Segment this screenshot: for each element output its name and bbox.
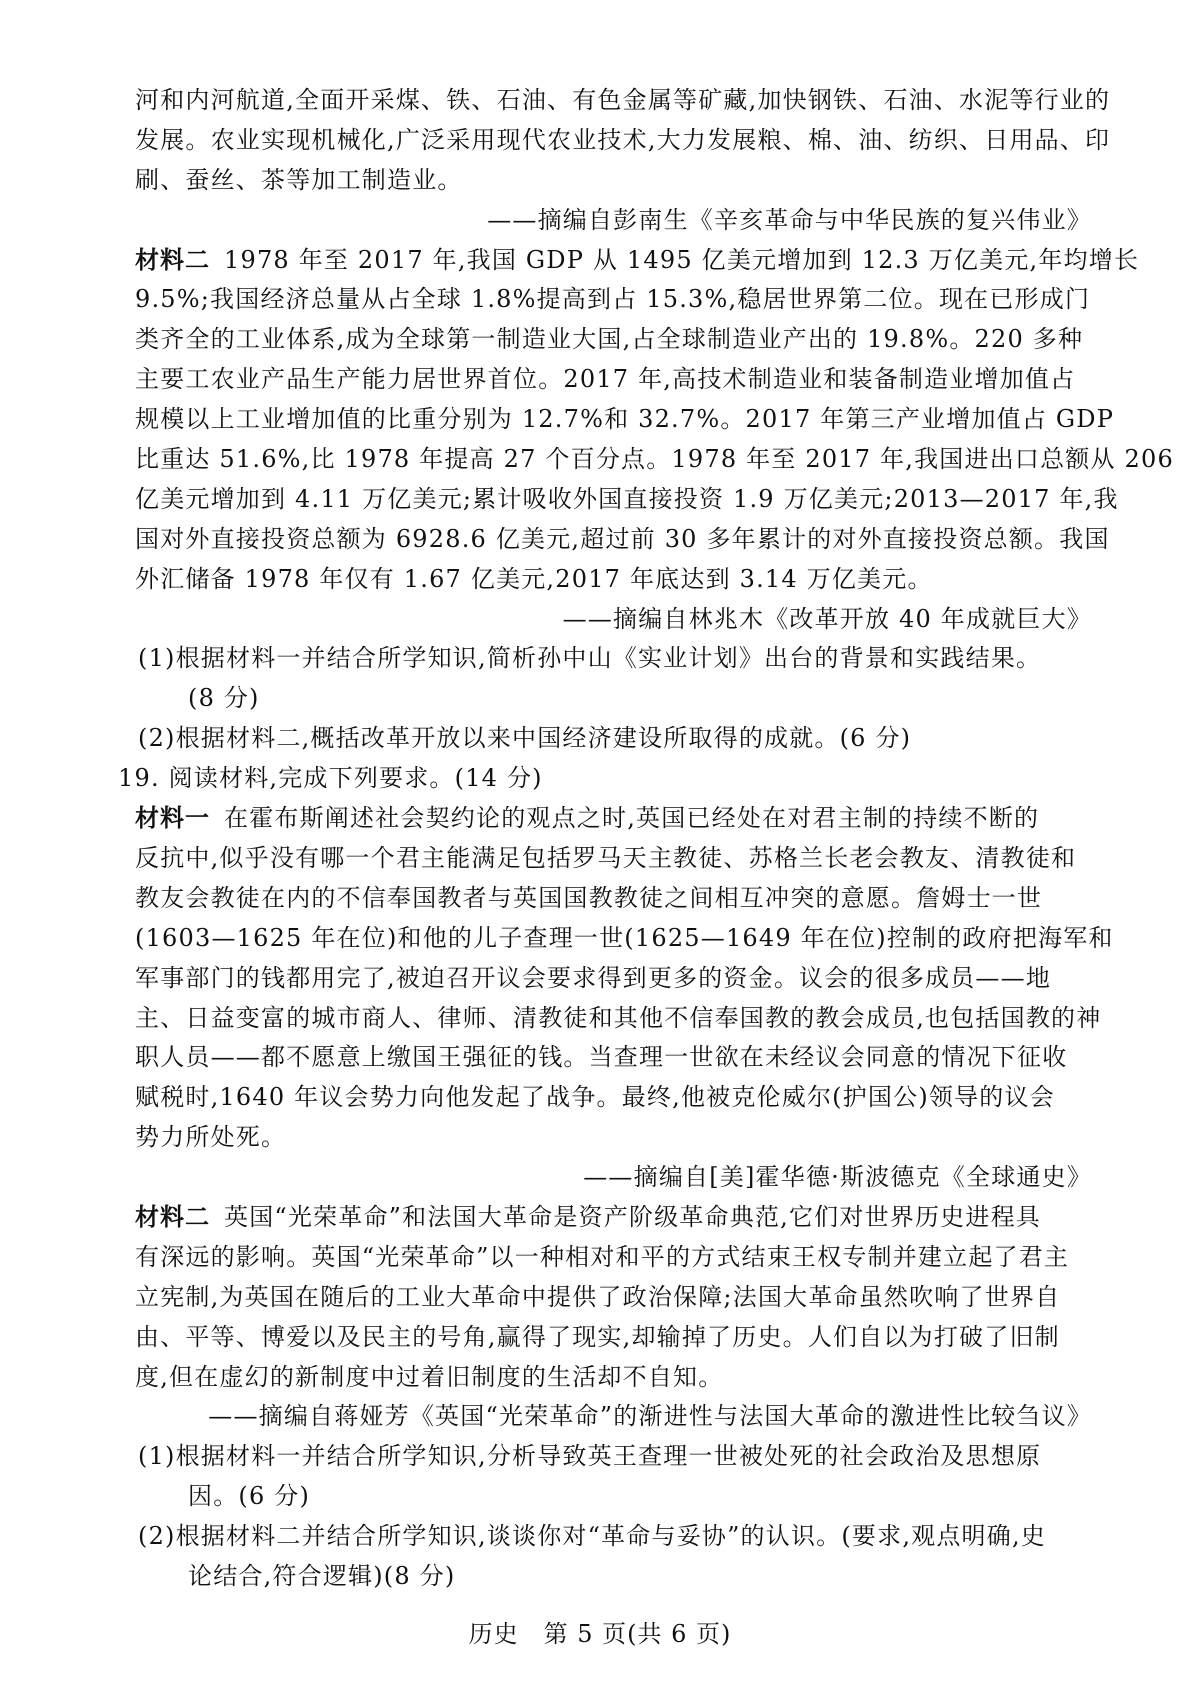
q19-m2-label: 材料二	[135, 1202, 210, 1231]
q18-m2-line-3: 类齐全的工业体系,成为全球第一制造业大国,占全球制造业产出的 19.8%。220 多种	[135, 325, 1084, 353]
q19-m1-line-1: 材料一 在霍布斯阐述社会契约论的观点之时,英国已经处在对君主制的持续不断的	[135, 803, 1040, 832]
q18-m2-line-4: 主要工农业产品生产能力居世界首位。2017 年,高技术制造业和装备制造业增加值占	[135, 365, 1076, 393]
q19-sub1-line-1: (1)根据材料一并结合所学知识,分析导致英王查理一世被处死的社会政治及思想原	[138, 1442, 1042, 1470]
q19-m1-line-9: 势力所处死。	[135, 1123, 287, 1151]
q19-m2-source: ——摘编自蒋娅芳《英国“光荣革命”的渐进性与法国大革命的激进性比较刍议》	[208, 1402, 1092, 1430]
q19-m1-line-5: 军事部门的钱都用完了,被迫召开议会要求得到更多的资金。议会的很多成员——地	[135, 964, 1052, 992]
q19-m1-line-6: 主、日益变富的城市商人、律师、清教徒和其他不信奉国教的教会成员,也包括国教的神	[135, 1004, 1102, 1032]
q18-m1-source: ——摘编自彭南生《辛亥革命与中华民族的复兴伟业》	[487, 206, 1092, 234]
q18-m1-line-1: 河和内河航道,全面开采煤、铁、石油、有色金属等矿藏,加快钢铁、石油、水泥等行业的	[135, 86, 1111, 114]
q18-m2-label: 材料二	[135, 245, 210, 274]
q18-m2-line-9: 外汇储备 1978 年仅有 1.67 亿美元,2017 年底达到 3.14 万亿美元。	[135, 565, 933, 593]
q19-m1-line-7: 职人员——都不愿意上缴国王强征的钱。当查理一世欲在未经议会同意的情况下征收	[135, 1043, 1068, 1071]
q18-sub1-line-1: (1)根据材料一并结合所学知识,简析孙中山《实业计划》出台的背景和实践结果。	[138, 644, 1042, 672]
q19-heading: 19. 阅读材料,完成下列要求。(14 分)	[118, 764, 543, 792]
q18-m2-line-1: 材料二 1978 年至 2017 年,我国 GDP 从 1495 亿美元增加到 12.3 万亿美元,年均增长	[135, 245, 1140, 274]
q19-m2-line-2: 有深远的影响。英国“光荣革命”以一种相对和平的方式结束王权专制并建立起了君主	[135, 1243, 1070, 1271]
q19-m1-line-4: (1603—1625 年在位)和他的儿子查理一世(1625—1649 年在位)控制的政府把海军和	[135, 924, 1114, 952]
q19-sub1-line-2: 因。(6 分)	[188, 1482, 311, 1510]
q19-sub2-line-2: 论结合,符合逻辑)(8 分)	[188, 1562, 456, 1590]
q19-m2-line-1: 材料二 英国“光荣革命”和法国大革命是资产阶级革命典范,它们对世界历史进程具	[135, 1202, 1041, 1231]
q19-m1-line-3: 教友会教徒在内的不信奉国教者与英国国教教徒之间相互冲突的意愿。詹姆士一世	[135, 884, 1043, 912]
q18-m2-line-8: 国对外直接投资总额为 6928.6 亿美元,超过前 30 多年累计的对外直接投资总额。我国	[135, 525, 1110, 553]
q18-m1-line-3: 刷、蚕丝、茶等加工制造业。	[135, 166, 463, 194]
q19-sub2-line-1: (2)根据材料二并结合所学知识,谈谈你对“革命与妥协”的认识。(要求,观点明确,史	[138, 1522, 1046, 1550]
q18-m2-line-5: 规模以上工业增加值的比重分别为 12.7%和 32.7%。2017 年第三产业增加值占 GDP	[135, 405, 1115, 433]
q19-m1-line-2: 反抗中,似乎没有哪一个君主能满足包括罗马天主教徒、苏格兰长老会教友、清教徒和	[135, 844, 1077, 872]
q18-m2-line-7: 亿美元增加到 4.11 万亿美元;累计吸收外国直接投资 1.9 万亿美元;2013—2017 年,我	[135, 485, 1119, 513]
q18-m2-line-6: 比重达 51.6%,比 1978 年提高 27 个百分点。1978 年至 2017 年,我国进出口总额从 206	[135, 445, 1174, 473]
q19-m2-line-4: 由、平等、博爱以及民主的号角,赢得了现实,却输掉了历史。人们自以为打破了旧制	[135, 1323, 1060, 1351]
q18-m2-source: ——摘编自林兆木《改革开放 40 年成就巨大》	[562, 605, 1092, 633]
q18-m2-line-2: 9.5%;我国经济总量从占全球 1.8%提高到占 15.3%,稳居世界第二位。现在已形成门	[135, 285, 1091, 313]
page-footer: 历史 第 5 页(共 6 页)	[468, 1620, 732, 1648]
q19-m2-line-3: 立宪制,为英国在随后的工业大革命中提供了政治保障;法国大革命虽然吹响了世界自	[135, 1283, 1061, 1311]
q19-m1-label: 材料一	[135, 803, 210, 832]
q19-m2-line-5: 度,但在虚幻的新制度中过着旧制度的生活却不自知。	[135, 1363, 724, 1391]
q18-sub2: (2)根据材料二,概括改革开放以来中国经济建设所取得的成就。(6 分)	[138, 724, 912, 752]
q18-sub1-line-2: (8 分)	[188, 684, 260, 712]
q19-m1-line-8: 赋税时,1640 年议会势力向他发起了战争。最终,他被克伦威尔(护国公)领导的议会	[135, 1083, 1055, 1111]
q18-m1-line-2: 发展。农业实现机械化,广泛采用现代农业技术,大力发展粮、棉、油、纺织、日用品、印	[135, 126, 1111, 154]
q19-m1-source: ——摘编自[美]霍华德·斯波德克《全球通史》	[583, 1163, 1092, 1191]
